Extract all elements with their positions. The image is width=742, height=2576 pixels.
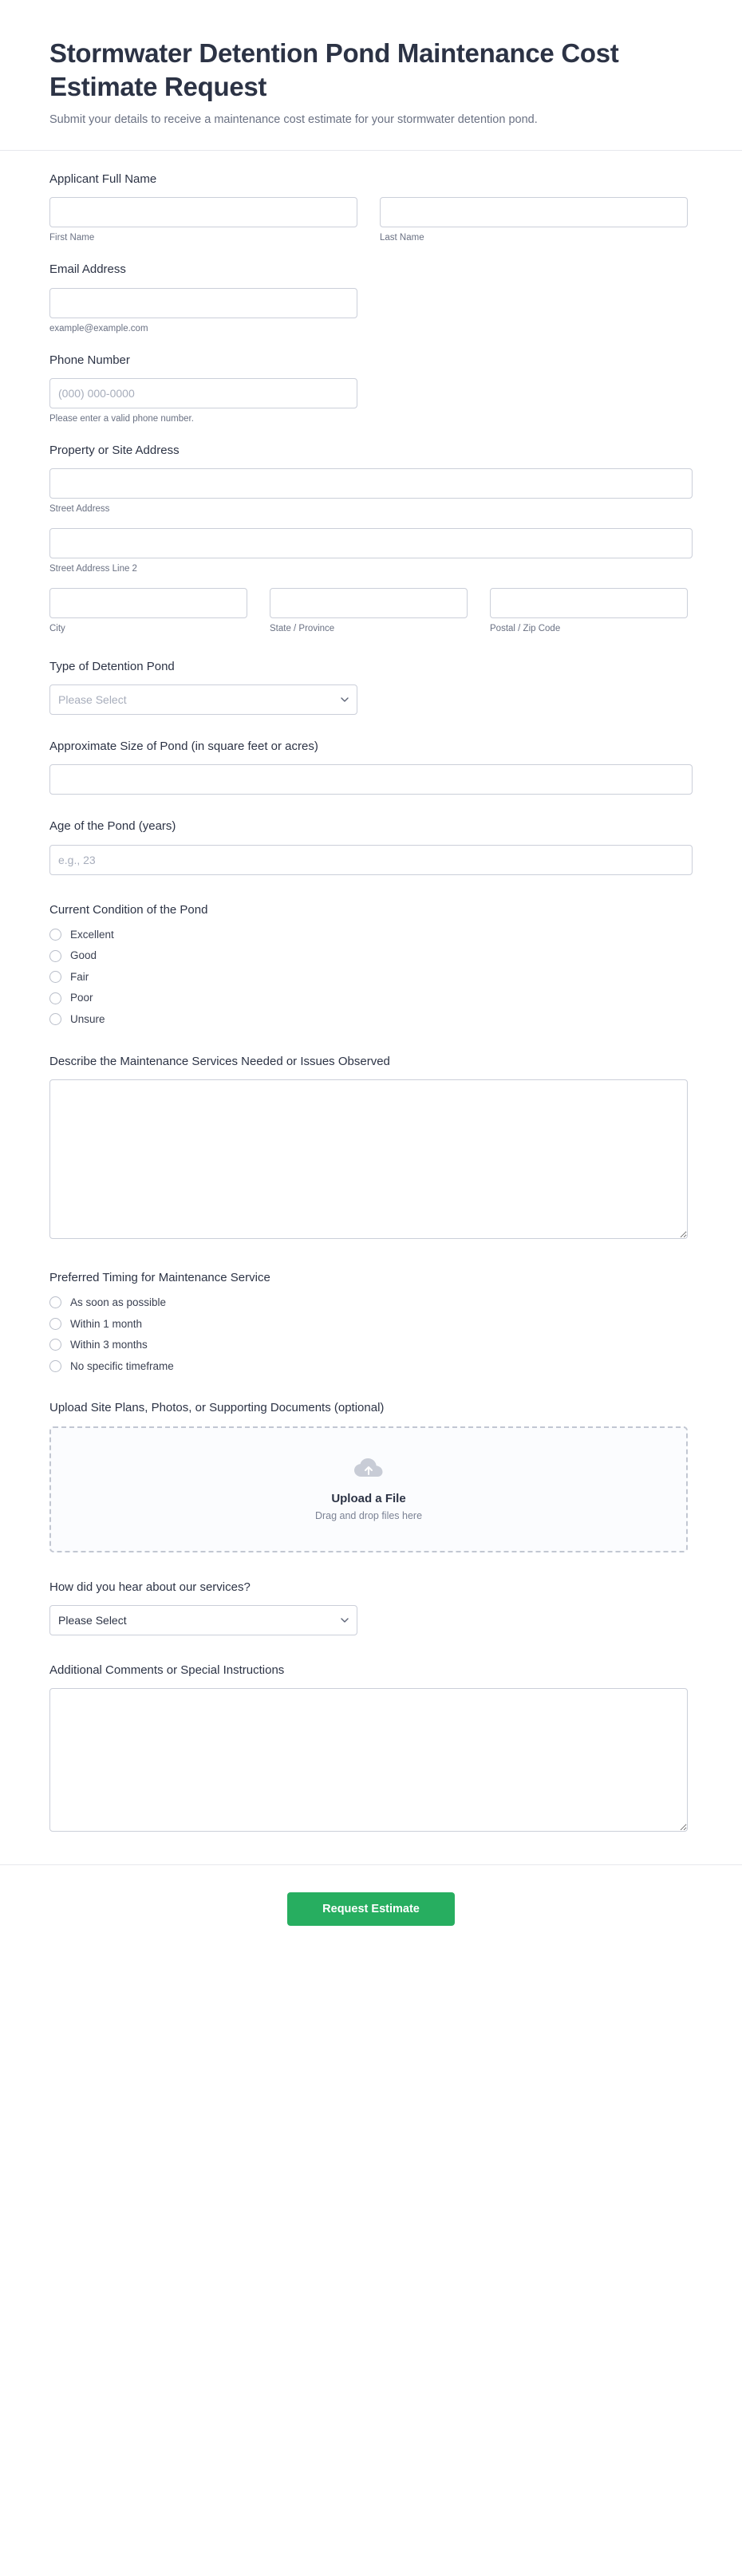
name-row [49, 197, 693, 244]
address-label: Property or Site Address [49, 443, 180, 457]
phone-label: Phone Number [49, 353, 130, 367]
city-input[interactable] [49, 588, 247, 618]
first-name-group [49, 197, 357, 244]
radio-label: Fair [70, 970, 89, 983]
page-title: Stormwater Detention Pond Maintenance Cost Estimate Request [49, 38, 619, 102]
preferred-timing-label: Preferred Timing for Maintenance Service [49, 1270, 270, 1284]
pond-age-label: Age of the Pond (years) [49, 819, 176, 834]
radio-label: Within 1 month [70, 1317, 143, 1330]
radio-option-excellent[interactable] [49, 928, 693, 942]
pond-size-input[interactable] [49, 764, 693, 795]
preferred-timing-radio-group [49, 1296, 693, 1373]
field-pond-age [49, 819, 693, 874]
field-applicant-name [49, 172, 693, 244]
first-name-input[interactable] [49, 197, 357, 227]
additional-comments-label: Additional Comments or Special Instructions [49, 1663, 285, 1677]
upload-cloud-icon [353, 1458, 384, 1484]
radio-label: Good [70, 949, 97, 962]
pond-size-label: Approximate Size of Pond (in square feet or acres) [49, 740, 318, 754]
field-preferred-timing [49, 1270, 693, 1373]
radio-label: No specific timeframe [70, 1359, 174, 1372]
pond-type-select-wrap[interactable] [49, 684, 357, 715]
radio-option-asap[interactable] [49, 1296, 693, 1310]
field-file-upload [49, 1400, 693, 1552]
field-address [49, 443, 693, 635]
form-body [0, 151, 742, 1836]
radio-circle-icon[interactable] [49, 950, 61, 962]
radio-option-good[interactable] [49, 949, 693, 963]
last-name-input[interactable] [380, 197, 688, 227]
radio-option-within-1-month[interactable] [49, 1317, 693, 1331]
radio-option-unsure[interactable] [49, 1012, 693, 1027]
radio-circle-icon[interactable] [49, 1339, 61, 1351]
city-group [49, 588, 247, 635]
pond-condition-label: Current Condition of the Pond [49, 902, 208, 917]
form-footer [0, 1864, 742, 1963]
radio-label: As soon as possible [70, 1296, 167, 1309]
street-address-2-group [49, 528, 693, 575]
field-pond-type [49, 659, 693, 715]
street-address-2-sublabel: Street Address Line 2 [49, 563, 137, 574]
upload-hint: Drag and drop files here [314, 1509, 423, 1521]
state-group [270, 588, 468, 635]
city-sublabel: City [49, 623, 65, 633]
radio-label: Excellent [70, 928, 114, 941]
applicant-name-label: Applicant Full Name [49, 172, 157, 187]
email-group [49, 288, 357, 335]
street-address-sublabel: Street Address [49, 504, 110, 515]
phone-group [49, 378, 357, 425]
last-name-group [380, 197, 688, 244]
file-upload-dropzone[interactable] [49, 1426, 688, 1552]
radio-circle-icon[interactable] [49, 1318, 61, 1330]
radio-circle-icon[interactable] [49, 971, 61, 983]
last-name-sublabel: Last Name [380, 233, 424, 243]
postal-code-sublabel: Postal / Zip Code [490, 623, 561, 633]
pond-condition-radio-group [49, 928, 693, 1027]
email-label: Email Address [49, 262, 126, 277]
first-name-sublabel: First Name [49, 233, 95, 243]
state-sublabel: State / Province [270, 623, 335, 633]
form-header [0, 0, 742, 151]
radio-circle-icon[interactable] [49, 1013, 61, 1025]
radio-option-no-specific-timeframe[interactable] [49, 1359, 693, 1374]
submit-button[interactable]: Request Estimate [287, 1892, 455, 1926]
street-address-group [49, 468, 693, 515]
referral-label: How did you hear about our services? [49, 1580, 251, 1594]
upload-title: Upload a File [331, 1491, 406, 1505]
radio-label: Unsure [70, 1013, 105, 1026]
email-input[interactable] [49, 288, 357, 318]
services-needed-textarea[interactable] [49, 1079, 688, 1239]
radio-circle-icon[interactable] [49, 1296, 61, 1308]
phone-sublabel: Please enter a valid phone number. [49, 413, 194, 424]
postal-code-group [490, 588, 688, 635]
referral-select-wrap[interactable] [49, 1605, 357, 1635]
radio-option-within-3-months[interactable] [49, 1338, 693, 1352]
radio-circle-icon[interactable] [49, 992, 61, 1004]
field-additional-comments [49, 1663, 693, 1836]
street-address-input[interactable] [49, 468, 693, 499]
radio-option-poor[interactable] [49, 991, 693, 1005]
radio-label: Poor [70, 992, 93, 1004]
street-address-2-input[interactable] [49, 528, 693, 558]
radio-circle-icon[interactable] [49, 929, 61, 941]
postal-code-input[interactable] [490, 588, 688, 618]
services-needed-label: Describe the Maintenance Services Needed or Issues Observed [49, 1054, 390, 1068]
radio-option-fair[interactable] [49, 970, 693, 984]
field-pond-size [49, 739, 693, 795]
field-email [49, 262, 693, 334]
referral-select[interactable] [49, 1605, 357, 1635]
pond-age-input[interactable] [49, 845, 693, 875]
pond-type-label: Type of Detention Pond [49, 659, 175, 673]
pond-type-select[interactable] [49, 684, 357, 715]
radio-label: Within 3 months [70, 1339, 148, 1351]
radio-circle-icon[interactable] [49, 1360, 61, 1372]
address-city-state-zip-row [49, 588, 693, 635]
field-pond-condition [49, 902, 693, 1027]
file-upload-label: Upload Site Plans, Photos, or Supporting Documents (optional) [49, 1401, 385, 1415]
phone-input[interactable] [49, 378, 357, 408]
additional-comments-textarea[interactable] [49, 1688, 688, 1832]
email-sublabel: example@example.com [49, 323, 148, 333]
state-input[interactable] [270, 588, 468, 618]
field-referral [49, 1580, 693, 1635]
field-phone [49, 353, 693, 425]
field-services-needed [49, 1054, 693, 1243]
page-subtitle: Submit your details to receive a maintenance cost estimate for your stormwater detention pond. [49, 113, 538, 127]
